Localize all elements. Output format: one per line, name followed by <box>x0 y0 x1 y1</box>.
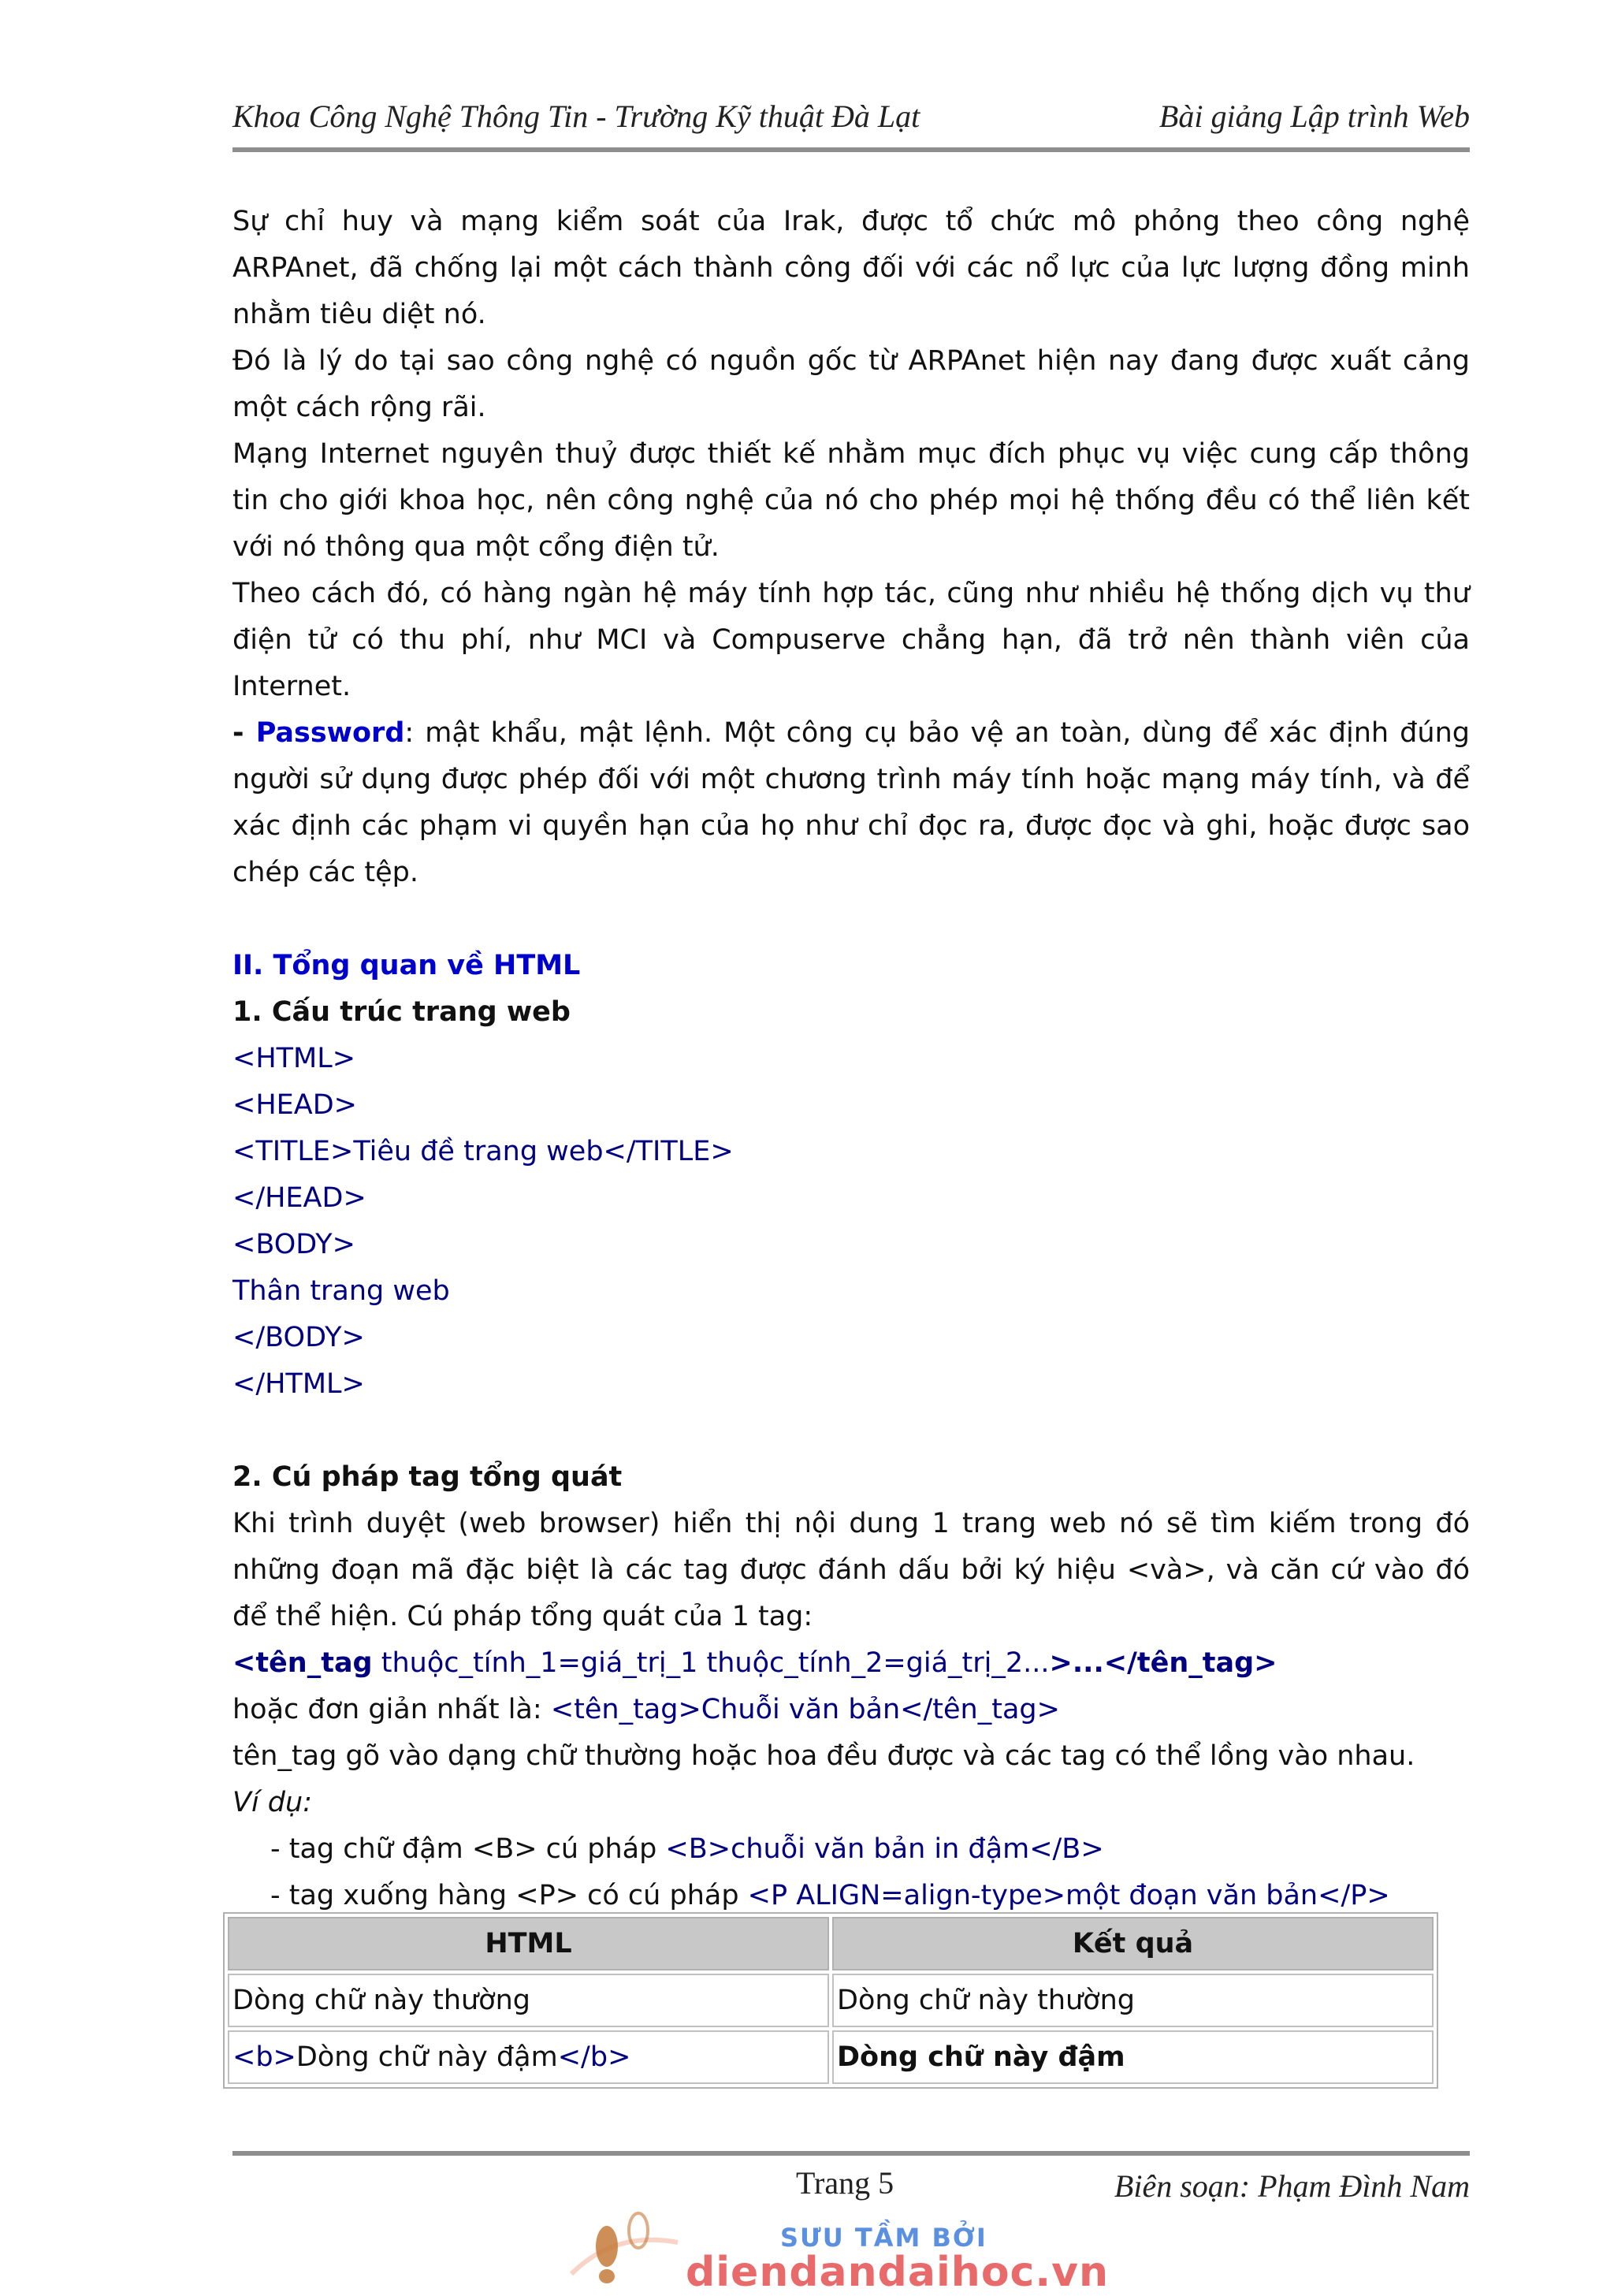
footer-rule <box>232 2151 1470 2156</box>
header-right: Bài giảng Lập trình Web <box>1158 99 1470 134</box>
paragraph-1: Sự chỉ huy và mạng kiểm soát của Irak, được tổ chức mô phỏng theo công nghệ ARPAnet, đã chống lại một cách thành công đối với các nổ lực của lực lượng đồng minh nhằm tiêu diệt nó. <box>232 206 1470 330</box>
subsection-structure: 1. Cấu trúc trang web <box>232 996 571 1028</box>
table-header-html: HTML <box>228 1917 829 1970</box>
password-dash: - <box>232 717 256 749</box>
watermark-top-text: SƯU TẦM BỞI <box>780 2223 987 2253</box>
table-cell-html: Dòng chữ này thường <box>228 1974 829 2027</box>
paragraph-4: Theo cách đó, có hàng ngàn hệ máy tính hợp tác, cũng như nhiều hệ thống dịch vụ thư điện tử có thu phí, như MCI và Compuserve chẳng hạn, đã trở nên thành viên của Internet. <box>232 578 1470 702</box>
simple-code: <tên_tag>Chuỗi văn bản</tên_tag> <box>550 1694 1060 1725</box>
example-bold-tag <box>232 1826 1470 1873</box>
code-line: <TITLE>Tiêu đề trang web</TITLE> <box>232 1136 734 1167</box>
spacer <box>232 1408 1470 1454</box>
example-table <box>223 1912 1438 2089</box>
paragraph-2: Đó là lý do tại sao công nghệ có nguồn gốc từ ARPAnet hiện nay đang được xuất cảng một cách rộng rãi. <box>232 345 1470 423</box>
code-line: </HEAD> <box>232 1182 366 1214</box>
simple-syntax-line <box>232 1687 1470 1733</box>
bold-close-tag: </b> <box>557 2041 631 2073</box>
simple-prefix: hoặc đơn giản nhất là: <box>232 1694 551 1725</box>
page-number: Trang 5 <box>796 2165 894 2201</box>
code-line: <HTML> <box>232 1043 356 1074</box>
password-term: Password <box>255 717 405 749</box>
paragraph-3: Mạng Internet nguyên thuỷ được thiết kế nhằm mục đích phục vụ việc cung cấp thông tin cho giới khoa học, nên công nghệ của nó cho phép mọi hệ thống đều có thể liên kết với nó thông qua một cổng điện tử. <box>232 438 1470 563</box>
bold-text: Dòng chữ này đậm <box>296 2041 558 2073</box>
table-cell-result: Dòng chữ này đậm <box>832 2030 1434 2084</box>
code-line: <BODY> <box>232 1229 356 1260</box>
table-header-row <box>228 1917 1434 1970</box>
subsection-syntax: 2. Cú pháp tag tổng quát <box>232 1461 623 1493</box>
code-line: </BODY> <box>232 1322 365 1353</box>
table-row <box>228 1974 1434 2027</box>
syntax-attributes: thuộc_tính_1=giá_trị_1 thuộc_tính_2=giá_trị_2... <box>372 1647 1050 1679</box>
syntax-open-tag: <tên_tag <box>232 1647 373 1679</box>
header-left: Khoa Công Nghệ Thông Tin - Trường Kỹ thuật Đà Lạt <box>232 99 920 134</box>
case-note: tên_tag gõ vào dạng chữ thường hoặc hoa đều được và các tag có thể lồng vào nhau. <box>232 1740 1415 1772</box>
table-cell-result: Dòng chữ này thường <box>832 1974 1434 2027</box>
paragraph-password <box>232 710 1470 896</box>
table-row <box>228 2030 1434 2084</box>
watermark-site-text: diendandaihoc.vn <box>686 2249 1110 2296</box>
example-bold-text: - tag chữ đậm <B> cú pháp <box>270 1833 666 1865</box>
table-header-result: Kết quả <box>832 1917 1434 1970</box>
example-paragraph-text: - tag xuống hàng <P> có cú pháp <box>270 1880 748 1911</box>
spacer <box>232 896 1470 943</box>
code-line: Thân trang web <box>232 1275 450 1307</box>
syntax-line <box>232 1640 1470 1687</box>
syntax-close-tag: >...</tên_tag> <box>1049 1647 1277 1679</box>
example-label: Ví dụ: <box>232 1787 312 1818</box>
header-rule <box>232 147 1470 152</box>
section-title: II. Tổng quan về HTML <box>232 950 581 981</box>
code-line: <HEAD> <box>232 1089 357 1121</box>
footprints-logo-icon <box>567 2199 686 2284</box>
main-content <box>232 199 1470 1919</box>
bold-open-tag: <b> <box>232 2041 296 2073</box>
table-cell-html <box>228 2030 829 2084</box>
code-line: </HTML> <box>232 1368 365 1400</box>
author-credit: Biên soạn: Phạm Đình Nam <box>1114 2168 1470 2204</box>
syntax-intro: Khi trình duyệt (web browser) hiển thị nội dung 1 trang web nó sẽ tìm kiếm trong đó những đoạn mã đặc biệt là các tag được đánh dấu bởi ký hiệu <và>, và căn cứ vào đó để thể hiện. Cú pháp tổng quát của 1 tag: <box>232 1508 1470 1632</box>
password-definition: : mật khẩu, mật lệnh. Một công cụ bảo vệ an toàn, dùng để xác định đúng người sử dụng được phép đối với một chương trình máy tính hoặc mạng máy tính, và để xác định các phạm vi quyền hạn của họ như chỉ đọc ra, được đọc và ghi, hoặc được sao chép các tệp. <box>232 717 1470 888</box>
page-header <box>232 95 1470 142</box>
example-paragraph-code: <P ALIGN=align-type>một đoạn văn bản</P> <box>747 1880 1390 1911</box>
example-bold-code: <B>chuỗi văn bản in đậm</B> <box>665 1833 1104 1865</box>
